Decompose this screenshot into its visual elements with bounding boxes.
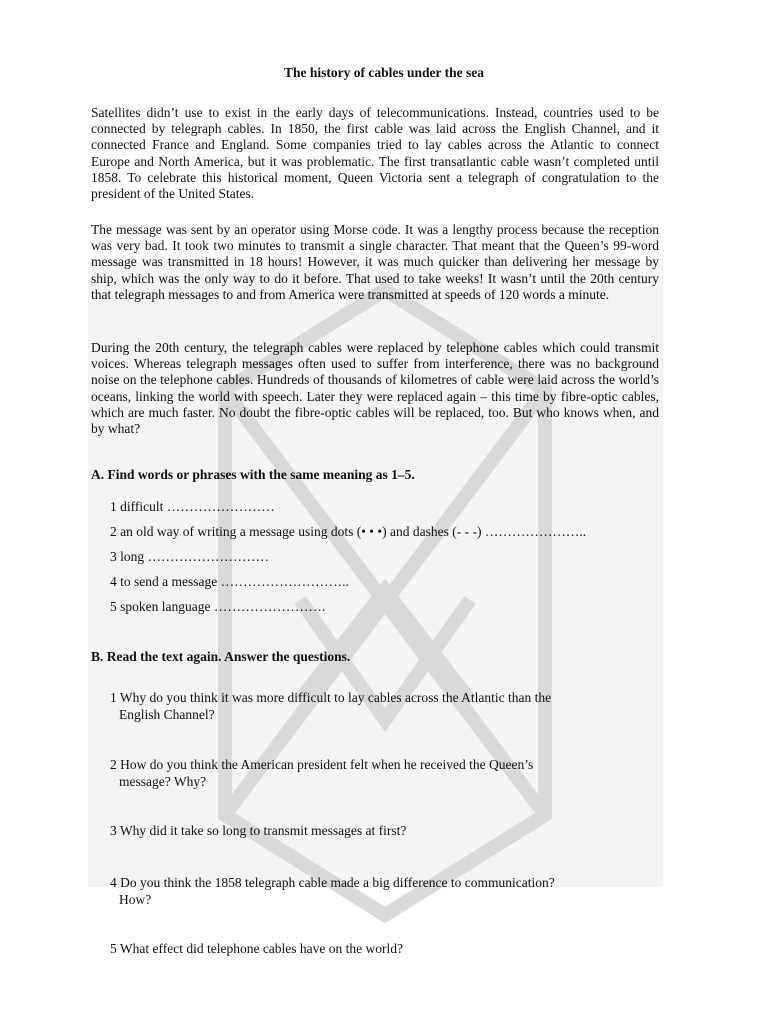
question-1-line-1: 1 Why do you think it was more difficult to lay cables across the Atlantic than the — [110, 690, 552, 705]
question-3-line-1: 3 Why did it take so long to transmit messages at first? — [110, 823, 407, 838]
vocab-item-4: 4 to send a message ……………………….. — [110, 574, 349, 589]
question-1-line-2: English Channel? — [119, 706, 215, 722]
document-title: The history of cables under the sea — [283, 65, 484, 80]
question-3 — [110, 823, 406, 840]
section-b-heading: B. Read the text again. Answer the questions. — [91, 649, 351, 664]
paragraph-3: During the 20th century, the telegraph cables were replaced by telephone cables which could transmit voices. Whereas telegraph messages often used to suffer from interference, there was no background noise on the telephone cables. Hundreds of thousands of kilometres of cable were laid across the world’s oceans, linking the world with speech. Later they were replaced again – this time by fibre-optic cables, which are much faster. No doubt the fibre-optic cables will be replaced, too. But who knows when, and by what? — [91, 340, 659, 437]
question-2 — [110, 757, 533, 790]
question-5-line-1: 5 What effect did telephone cables have on the world? — [110, 941, 404, 956]
question-2-line-2: message? Why? — [119, 773, 207, 789]
vocab-item-3: 3 long ……………………… — [110, 549, 270, 564]
question-4 — [110, 875, 555, 908]
vocab-item-5: 5 spoken language ……………………. — [110, 599, 326, 614]
question-1 — [110, 690, 551, 723]
paragraph-1: Satellites didn’t use to exist in the early days of telecommunications. Instead, countries used to be connected by telegraph cables. In 1850, the first cable was laid across the English Channel, and it connected France and England. Some companies tried to lay cables across the Atlantic to connect Europe and North America, but it was problematic. The first transatlantic cable wasn’t completed until 1858. To celebrate this historical moment, Queen Victoria sent a telegraph of congratulation to the president of the United States. — [91, 105, 659, 202]
section-a-heading: A. Find words or phrases with the same meaning as 1–5. — [91, 467, 415, 482]
question-4-line-1: 4 Do you think the 1858 telegraph cable made a big difference to communication? — [110, 875, 555, 890]
question-2-line-1: 2 How do you think the American president felt when he received the Queen’s — [110, 757, 534, 772]
vocab-item-2: 2 an old way of writing a message using dots (• • •) and dashes (- - -) ………………….. — [110, 524, 587, 539]
question-5 — [110, 941, 403, 958]
paragraph-2: The message was sent by an operator using Morse code. It was a lengthy process because the reception was very bad. It took two minutes to transmit a single character. That meant that the Queen’s 99-word message was transmitted in 18 hours! However, it was much quicker than delivering her message by ship, which was the only way to do it before. That used to take weeks! It wasn’t until the 20th century that telegraph messages to and from America were transmitted at speeds of 120 words a minute. — [91, 222, 659, 302]
question-4-line-2: How? — [119, 891, 152, 907]
vocab-item-1: 1 difficult …………………… — [110, 499, 275, 514]
